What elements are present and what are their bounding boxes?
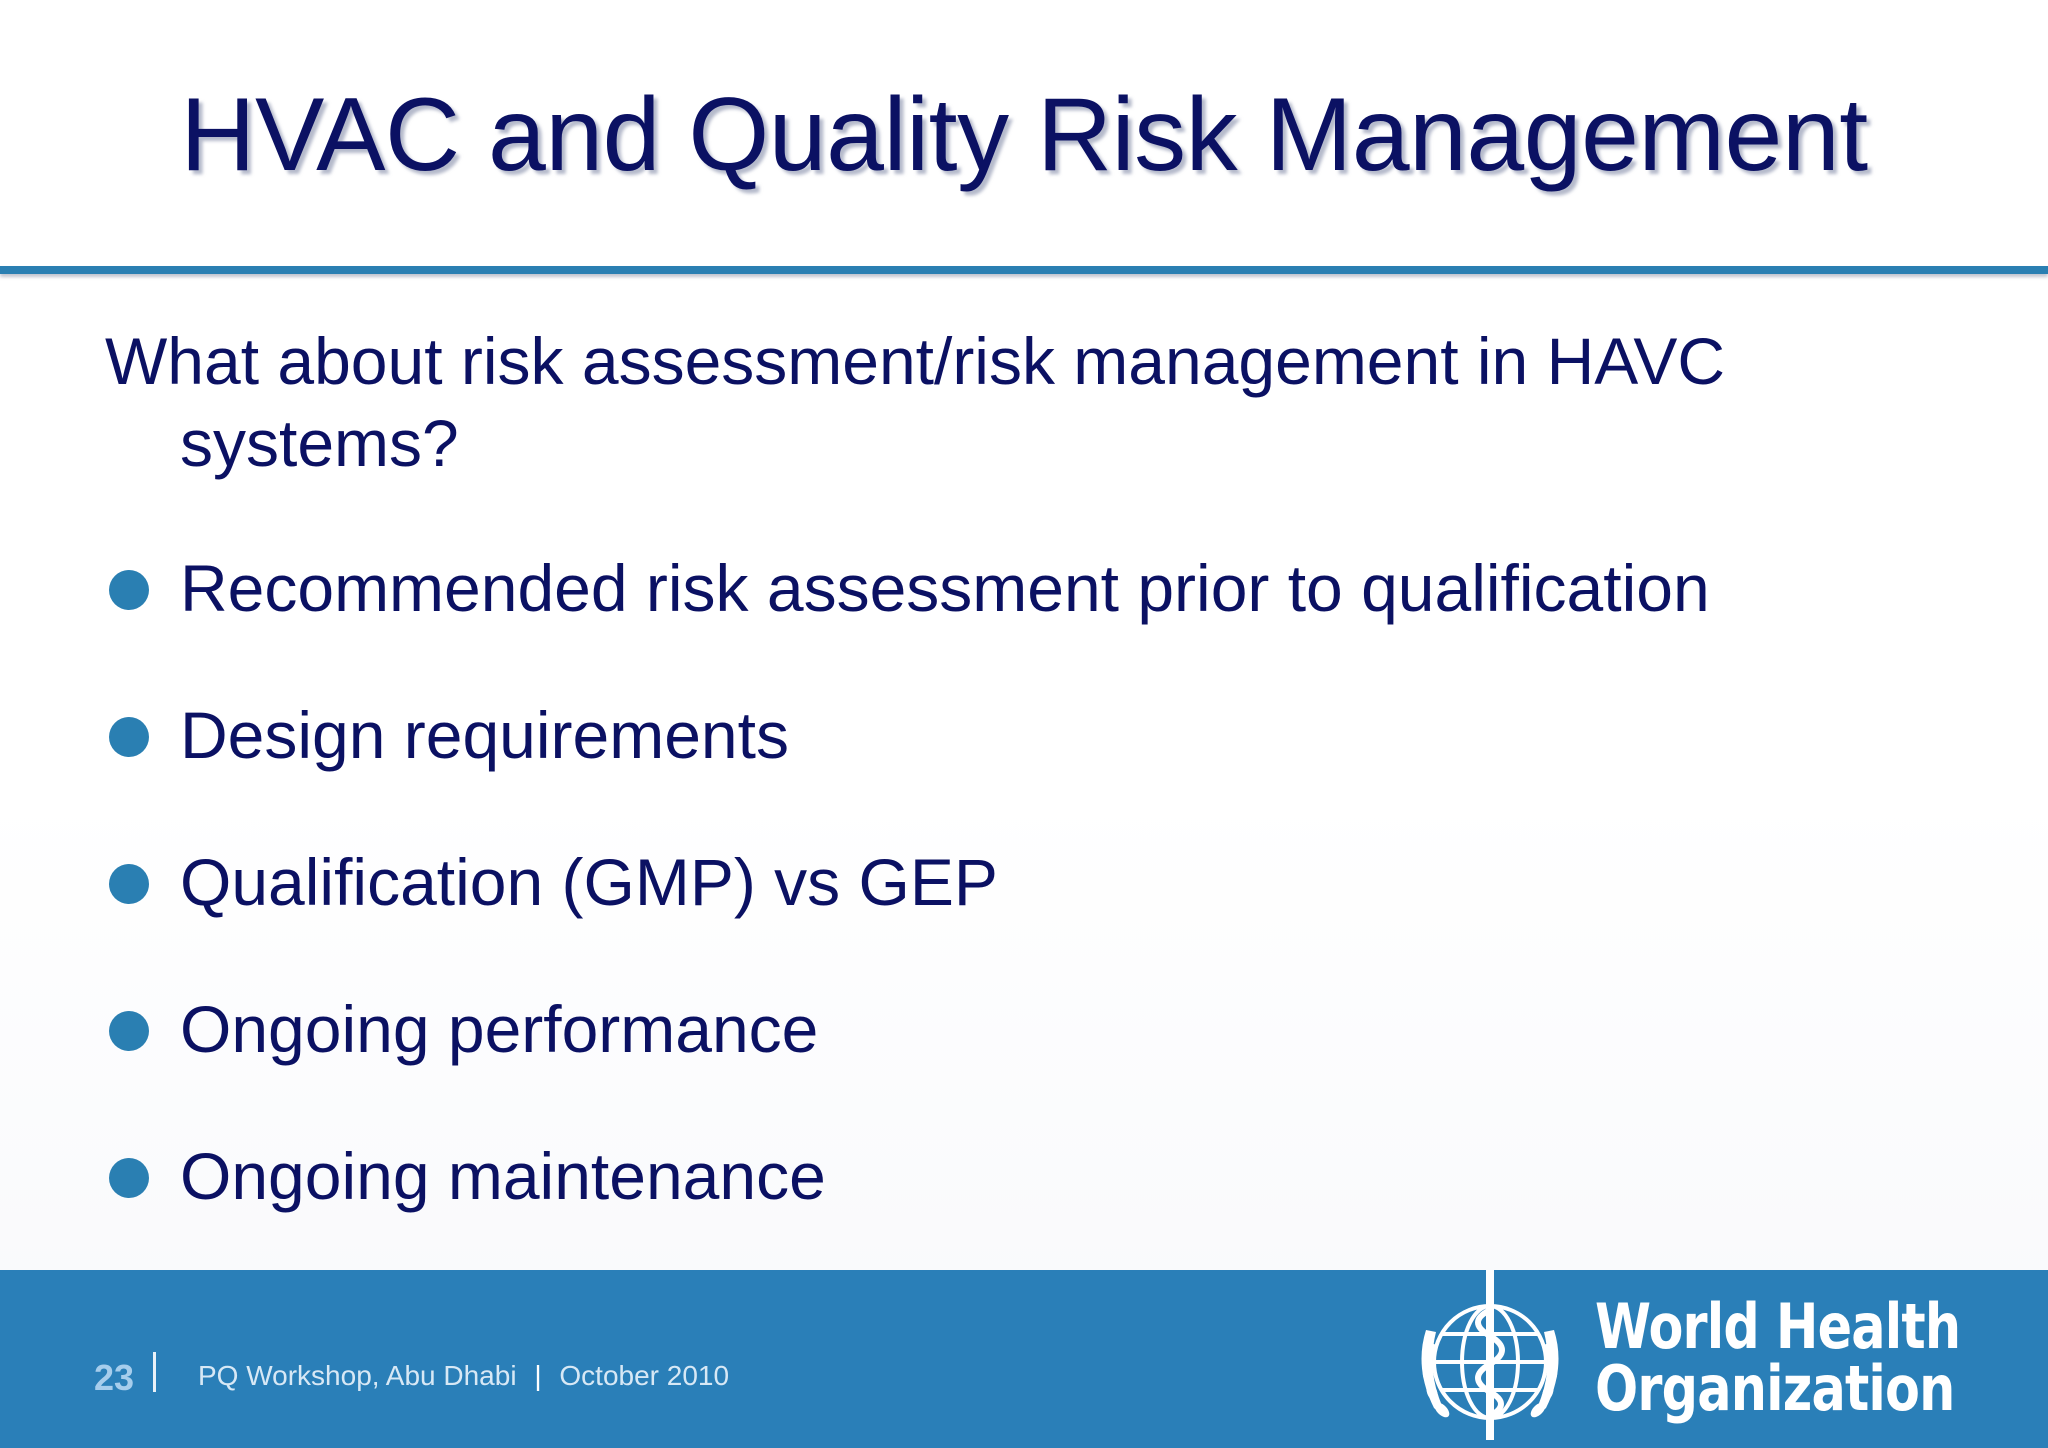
bullet-dot-icon [109,1158,149,1198]
bullet-text: Ongoing performance [180,992,819,1066]
title-divider [0,266,2048,274]
slide-title: HVAC and Quality Risk Management [180,77,1868,193]
who-emblem-icon [1390,1270,1590,1448]
page-number: 23 [94,1357,135,1398]
footer-event: PQ Workshop, Abu Dhabi [198,1360,517,1391]
bullet-dot-icon [109,717,149,757]
bullet-dot-icon [109,864,149,904]
bullet-item [105,687,1925,834]
page-number-divider [153,1352,156,1392]
intro-paragraph [105,320,1925,484]
bullet-text: Qualification (GMP) vs GEP [180,845,998,919]
bullet-item [105,834,1925,981]
who-logotype [1595,1290,1961,1425]
bullet-text: Design requirements [180,698,789,772]
bullet-dot-icon [109,570,149,610]
bullet-list [105,540,1925,1275]
slide-footer [0,1270,2048,1448]
bullet-item [105,981,1925,1128]
intro-line-1: What about risk assessment/risk management in HAVC [105,324,1726,398]
footer-separator: | [534,1360,542,1391]
who-name-line-1: World Health [1595,1290,1961,1363]
who-name-line-2: Organization [1595,1352,1955,1425]
footer-date: October 2010 [559,1360,730,1391]
bullet-item [105,1128,1925,1275]
bullet-dot-icon [109,1011,149,1051]
footer-caption [198,1358,729,1394]
bullet-text: Ongoing maintenance [180,1139,826,1213]
intro-line-2: systems? [180,406,459,480]
bullet-item [105,540,1925,687]
bullet-text: Recommended risk assessment prior to qualification [180,551,1710,625]
